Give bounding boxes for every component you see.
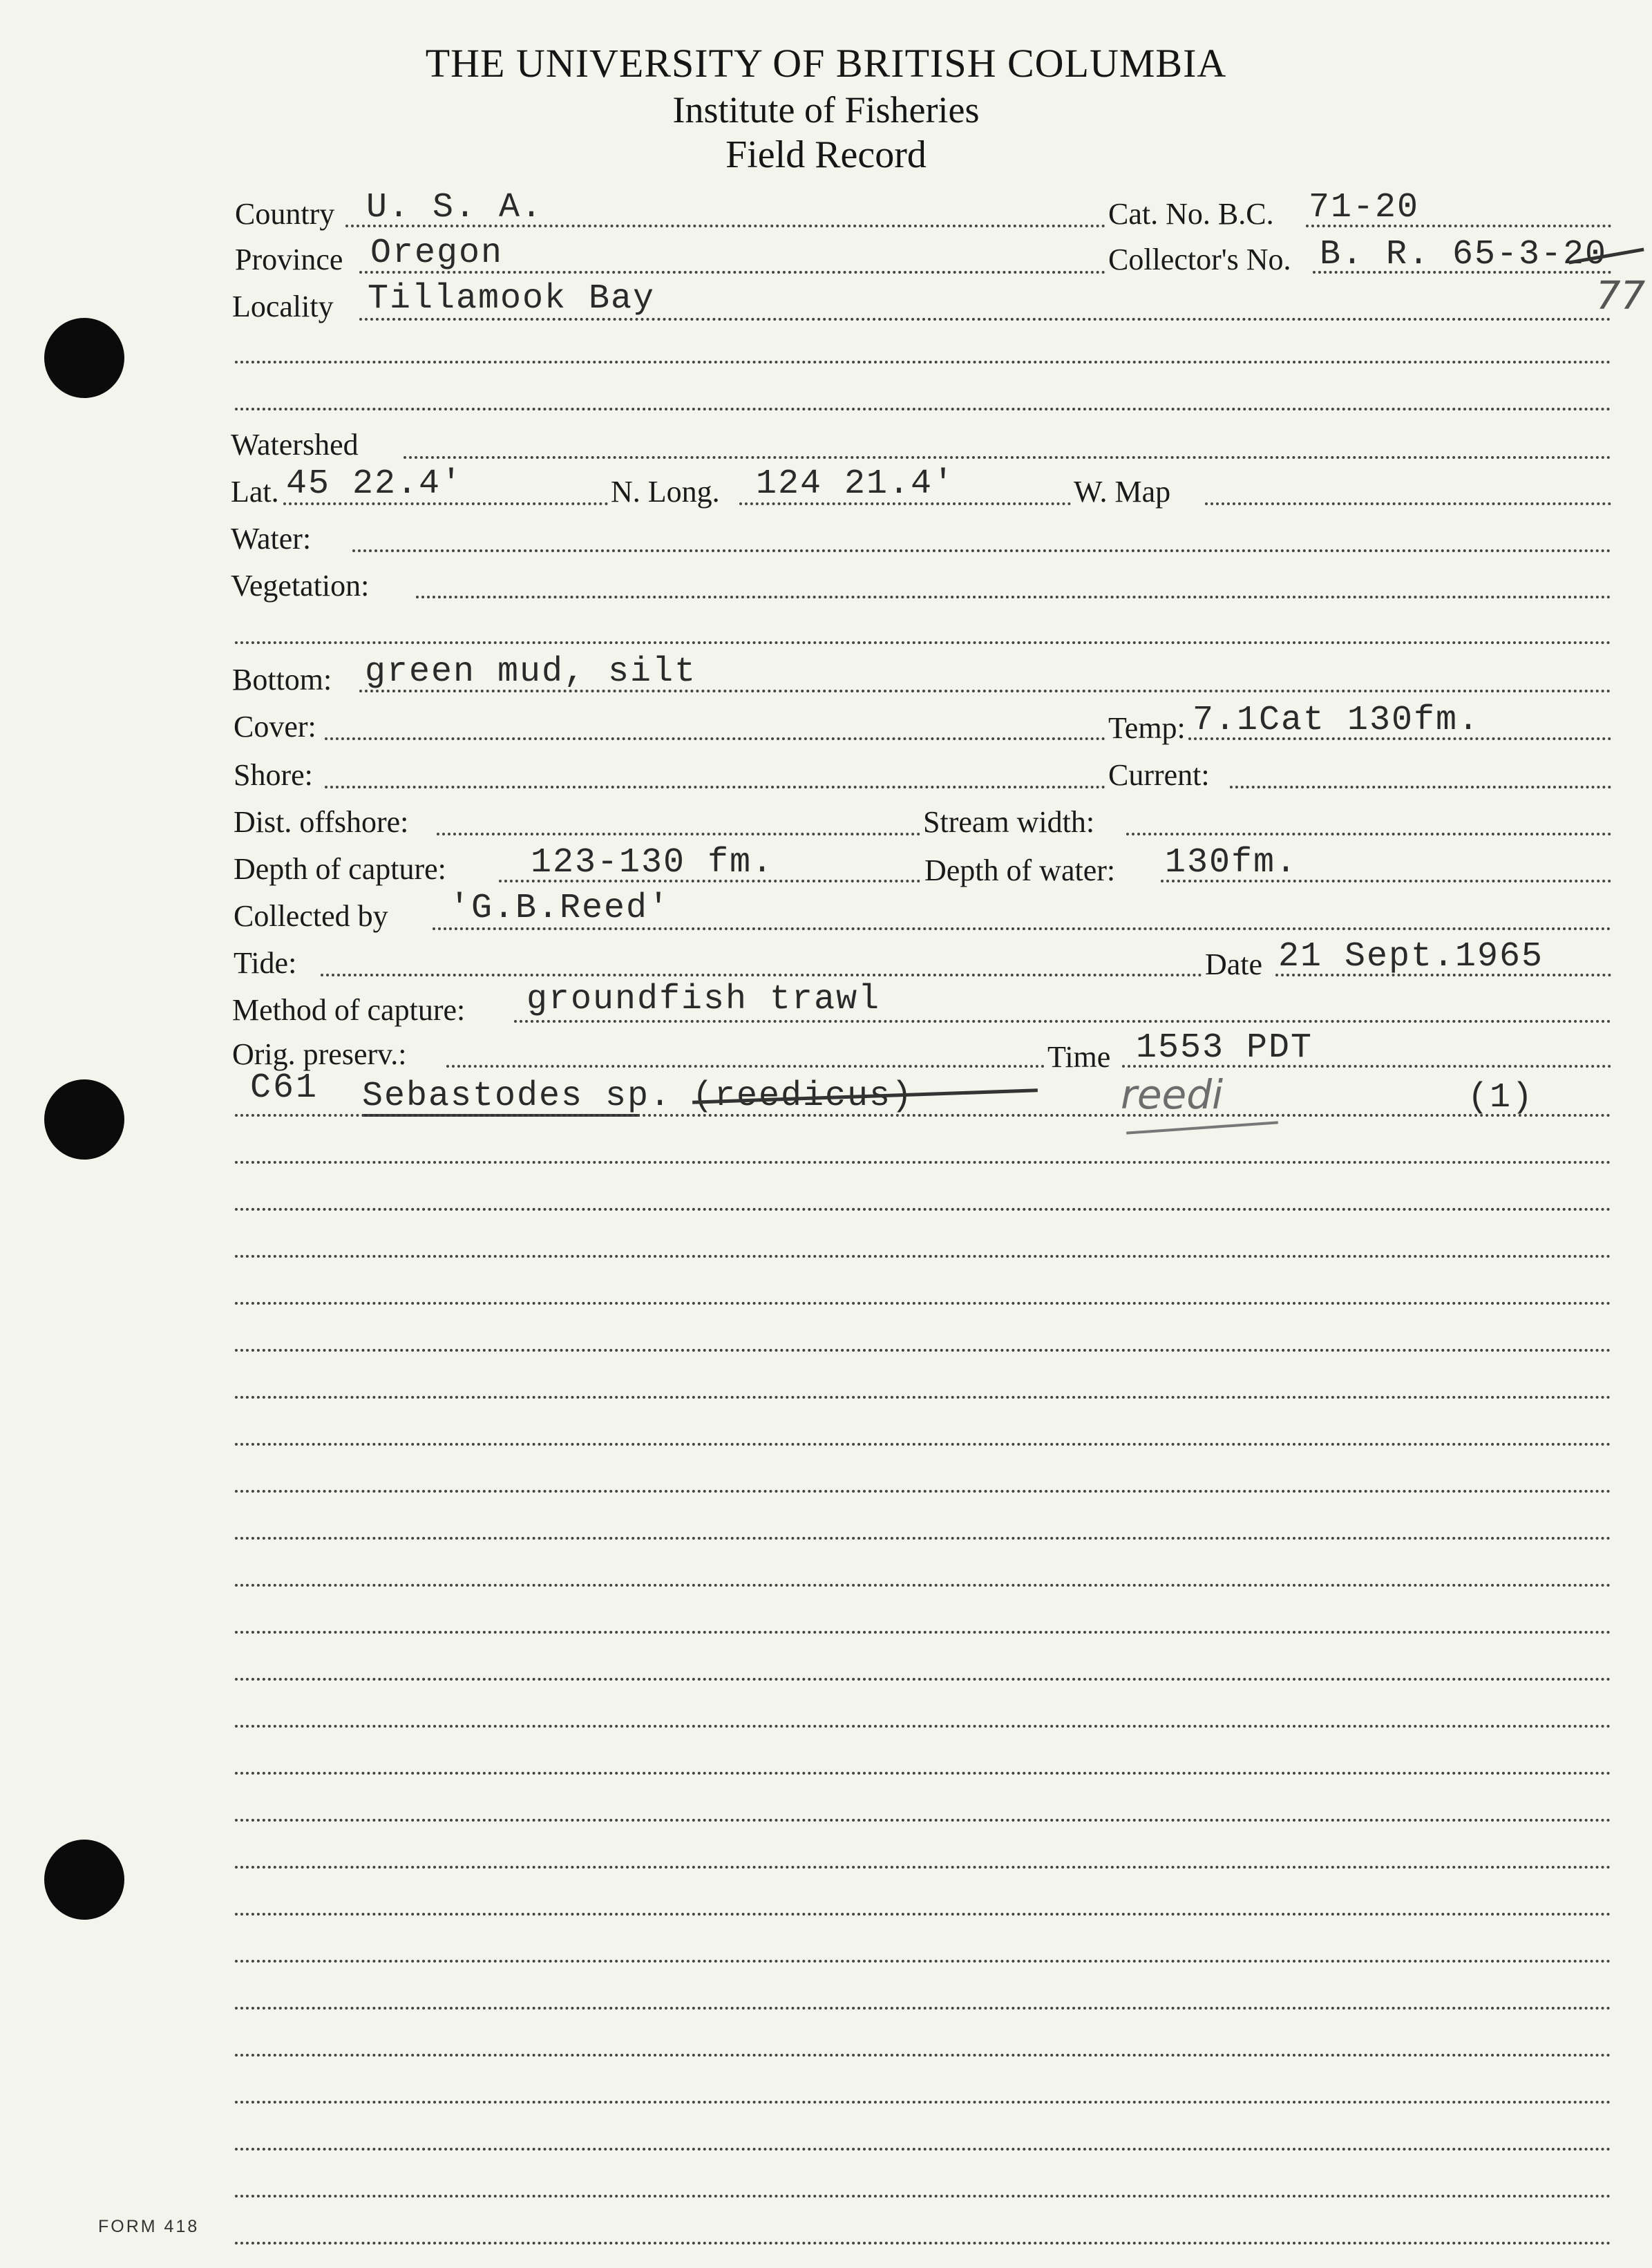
ruled-line [235,1349,1611,1352]
vegetation-label: Vegetation: [231,569,370,603]
binder-hole-bottom [44,1840,124,1920]
shore-label: Shore: [234,758,313,792]
ruled-line [235,2148,1611,2151]
binder-hole-top [44,318,124,398]
locality-line-3 [235,408,1611,410]
date-value: 21 Sept.1965 [1278,937,1544,976]
depth-water-line [1161,880,1611,882]
depth-capture-label: Depth of capture: [234,852,446,886]
ruled-line [235,2054,1611,2057]
ruled-line [235,2007,1611,2010]
lat-value: 45 22.4' [286,464,464,504]
institution-title: THE UNIVERSITY OF BRITISH COLUMBIA [425,41,1227,86]
ruled-line [235,1725,1611,1728]
current-label: Current: [1108,758,1210,792]
specimen-code: C61 [250,1068,319,1108]
method-line [514,1020,1611,1023]
form-title: Field Record [725,133,927,176]
ruled-line [235,1866,1611,1869]
temp-value: 7.1Cat 130fm. [1193,701,1481,740]
ruled-line [235,1490,1611,1493]
collectors-no-line [1313,271,1611,274]
cover-label: Cover: [234,710,316,744]
stream-width-label: Stream width: [923,805,1095,839]
ruled-line [235,1161,1611,1164]
province-line [359,271,1105,274]
country-line [345,225,1105,227]
specimen-annotation: reedi [1121,1071,1224,1118]
province-value: Oregon [370,234,504,273]
locality-label: Locality [232,290,334,323]
ruled-line [235,1208,1611,1211]
depth-capture-line [499,880,920,882]
orig-preserv-line [446,1065,1045,1068]
time-label: Time [1047,1040,1111,1074]
map-label: W. Map [1074,475,1171,509]
map-line [1205,502,1611,505]
watershed-label: Watershed [231,428,359,462]
tide-line [321,974,1202,976]
bottom-label: Bottom: [232,663,332,697]
vegetation-line [416,596,1611,598]
lat-line [283,502,608,505]
country-label: Country [235,197,335,231]
specimen-line [235,1114,1611,1117]
province-label: Province [235,243,343,276]
specimen-annotation-underline [1126,1121,1278,1134]
temp-line [1188,737,1611,740]
bottom-line [359,690,1611,692]
collected-by-value: 'G.B.Reed' [449,889,671,928]
ruled-line [235,1631,1611,1634]
dist-offshore-label: Dist. offshore: [234,805,409,839]
ruled-line [235,1913,1611,1916]
date-label: Date [1205,947,1263,981]
collected-by-label: Collected by [234,899,388,933]
bottom-value: green mud, silt [365,652,697,692]
cover-line [325,737,1105,740]
ruled-line [235,1772,1611,1775]
ruled-line [235,1255,1611,1258]
specimen-count: (1) [1468,1078,1535,1117]
ruled-line [235,2101,1611,2104]
department-title: Institute of Fisheries [672,89,980,131]
current-line [1230,786,1611,788]
ruled-line [235,1537,1611,1540]
ruled-line [235,1960,1611,1963]
date-line [1275,974,1611,976]
method-value: groundfish trawl [526,980,881,1019]
country-value: U. S. A. [366,188,544,227]
tide-label: Tide: [234,946,297,980]
locality-value: Tillamook Bay [368,279,656,319]
temp-label: Temp: [1108,711,1186,745]
lat-label: Lat. [231,475,279,509]
collected-by-line [433,927,1611,930]
long-label: N. Long. [611,475,720,509]
long-line [739,502,1071,505]
depth-water-value: 130fm. [1165,843,1298,882]
time-value: 1553 PDT [1136,1028,1313,1068]
method-label: Method of capture: [232,993,466,1027]
shore-line [325,786,1105,788]
long-value: 124 21.4' [756,464,956,504]
depth-water-label: Depth of water: [924,853,1116,887]
vegetation-line-2 [235,641,1611,644]
ruled-line [235,1678,1611,1681]
ruled-line [235,1396,1611,1399]
time-line [1122,1065,1611,1068]
form-number: FORM 418 [98,2217,200,2236]
collectors-no-label: Collector's No. [1108,243,1291,276]
collectors-no-correction: 77 [1596,274,1646,319]
locality-line [359,318,1611,321]
ruled-line [235,1584,1611,1587]
collectors-no-value: B. R. 65-3-20 [1320,235,1608,274]
water-line [352,549,1611,552]
specimen-name: Sebastodes sp. [362,1077,672,1116]
cat-no-value: 71-20 [1309,188,1420,227]
ruled-line [235,2242,1611,2245]
stream-width-line [1126,833,1611,835]
ruled-line [235,1819,1611,1822]
ruled-line [235,2195,1611,2198]
locality-line-2 [235,361,1611,363]
depth-capture-value: 123-130 fm. [531,843,775,882]
ruled-line [235,1443,1611,1446]
specimen-struck-name: (reedicus) [692,1077,914,1116]
orig-preserv-label: Orig. preserv.: [232,1037,407,1071]
dist-offshore-line [437,833,920,835]
cat-no-label: Cat. No. B.C. [1108,197,1274,231]
cat-no-line [1306,225,1611,227]
ruled-line [235,1302,1611,1305]
watershed-line [403,456,1611,459]
water-label: Water: [231,522,312,556]
binder-hole-middle [44,1079,124,1160]
